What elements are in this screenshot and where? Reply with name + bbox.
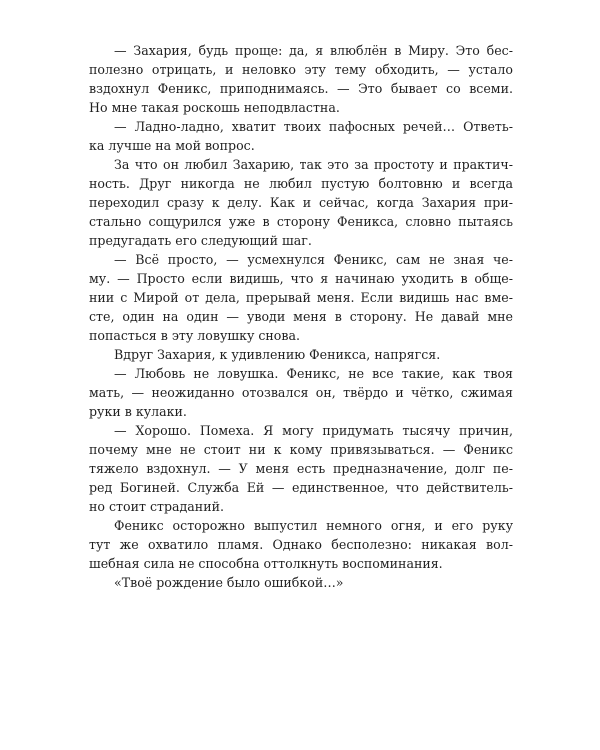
text-line: шебная сила не способна оттолкнуть воспоминания.: [89, 556, 443, 571]
text-line: тяжело вздохнул. — У меня есть предназначение, долг пе-: [89, 461, 513, 476]
text-line: мать, — неожиданно отозвался он, твёрдо и чётко, сжимая: [89, 385, 513, 400]
text-line: сте, один на один — уводи меня в сторону. Не давай мне: [89, 309, 513, 324]
paragraph: [89, 516, 513, 573]
text-line: Но мне такая роскошь неподвластна.: [89, 100, 340, 115]
text-line: За что он любил Захарию, так это за простоту и практич-: [114, 157, 513, 172]
paragraph: [89, 155, 513, 250]
text-line: тут же охватило пламя. Однако бесполезно: никакая вол-: [89, 537, 513, 552]
paragraph: [89, 345, 513, 364]
text-line: — Хорошо. Помеха. Я могу придумать тысячу причин,: [114, 423, 513, 438]
text-line: руки в кулаки.: [89, 404, 187, 419]
paragraph: [89, 117, 513, 155]
text-line: «Твоё рождение было ошибкой…»: [114, 575, 344, 590]
text-line: переходил сразу к делу. Как и сейчас, когда Захария при-: [89, 195, 513, 210]
text-line: ред Богиней. Служба Ей — единственное, что действитель-: [89, 480, 513, 495]
text-line: Феникс осторожно выпустил немного огня, и его руку: [114, 518, 513, 533]
text-line: — Всё просто, — усмехнулся Феникс, сам не зная че-: [114, 252, 513, 267]
text-line: почему мне не стоит ни к кому привязываться. — Феникс: [89, 442, 513, 457]
paragraph: [89, 573, 513, 592]
text-line: — Любовь не ловушка. Феникс, не все такие, как твоя: [114, 366, 513, 381]
text-line: му. — Просто если видишь, что я начинаю уходить в обще-: [89, 271, 513, 286]
paragraph: [89, 364, 513, 421]
text-line: Вдруг Захария, к удивлению Феникса, напрягся.: [114, 347, 441, 362]
paragraph: [89, 250, 513, 345]
text-line: ность. Друг никогда не любил пустую болтовню и всегда: [89, 176, 513, 191]
text-line: стально сощурился уже в сторону Феникса, словно пытаясь: [89, 214, 513, 229]
text-line: вздохнул Феникс, приподнимаясь. — Это бывает со всеми.: [89, 81, 513, 96]
text-line: предугадать его следующий шаг.: [89, 233, 312, 248]
paragraph: [89, 41, 513, 117]
paragraph: [89, 421, 513, 516]
text-line: но стоит страданий.: [89, 499, 224, 514]
text-line: — Ладно-ладно, хватит твоих пафосных речей… Ответь-: [114, 119, 513, 134]
text-line: полезно отрицать, и неловко эту тему обходить, — устало: [89, 62, 513, 77]
page-text: [89, 41, 513, 592]
text-line: ка лучше на мой вопрос.: [89, 138, 255, 153]
text-line: — Захария, будь проще: да, я влюблён в Миру. Это бес-: [114, 43, 513, 58]
text-line: попасться в эту ловушку снова.: [89, 328, 300, 343]
text-line: нии с Мирой от дела, прерывай меня. Если видишь нас вме-: [89, 290, 513, 305]
